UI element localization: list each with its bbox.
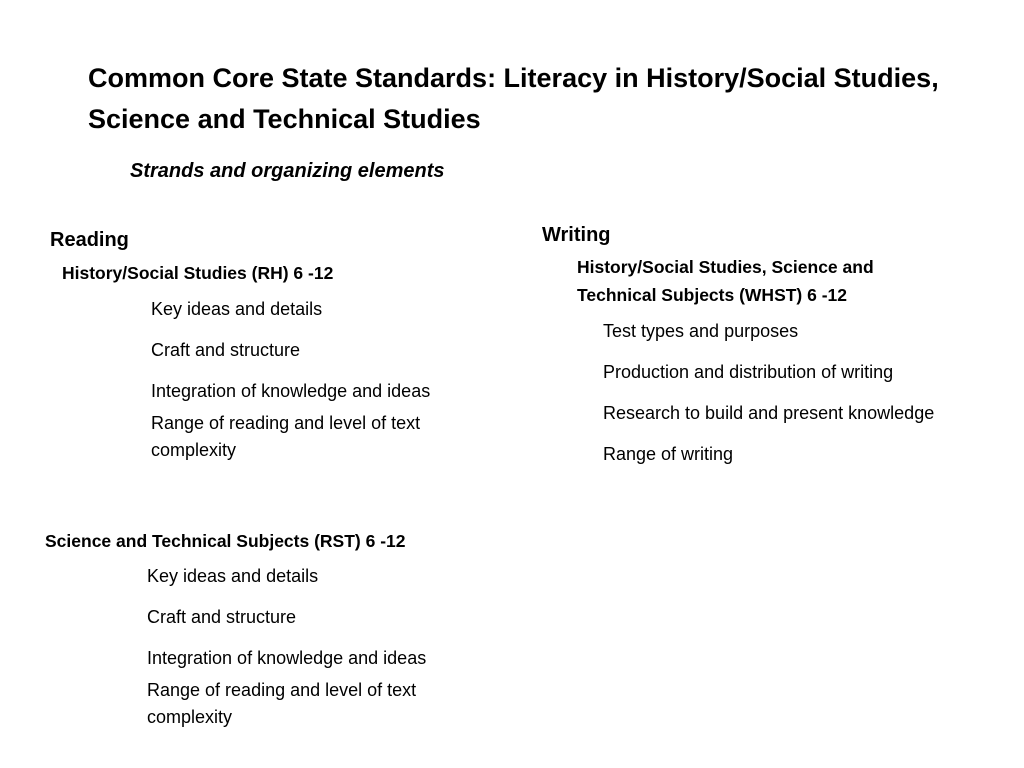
- reading-science-item: Craft and structure: [147, 607, 297, 627]
- reading-science-label: Science and Technical Subjects (RST) 6 -12: [45, 531, 406, 551]
- writing-item: Research to build and present knowledge: [603, 403, 935, 423]
- reading-science-item: Key ideas and details: [147, 566, 319, 586]
- writing-heading: Writing: [542, 224, 611, 246]
- reading-history-item: Key ideas and details: [151, 299, 323, 319]
- slide-title: Common Core State Standards: Literacy in History/Social Studies, Science and Technical Studies: [88, 63, 939, 134]
- writing-label: History/Social Studies, Science and Technical Subjects (WHST) 6 -12: [577, 257, 874, 305]
- reading-science-item: Integration of knowledge and ideas: [147, 648, 427, 668]
- reading-heading: Reading: [50, 229, 129, 251]
- reading-science-item: Range of reading and level of text complexity: [147, 680, 417, 727]
- slide-subtitle: Strands and organizing elements: [130, 160, 445, 182]
- reading-history-item: Range of reading and level of text complexity: [151, 413, 421, 460]
- writing-item: Test types and purposes: [603, 321, 799, 341]
- reading-history-item: Craft and structure: [151, 340, 301, 360]
- writing-item: Production and distribution of writing: [603, 362, 894, 382]
- writing-item: Range of writing: [603, 444, 734, 464]
- reading-history-item: Integration of knowledge and ideas: [151, 381, 431, 401]
- reading-history-label: History/Social Studies (RH) 6 -12: [62, 263, 334, 283]
